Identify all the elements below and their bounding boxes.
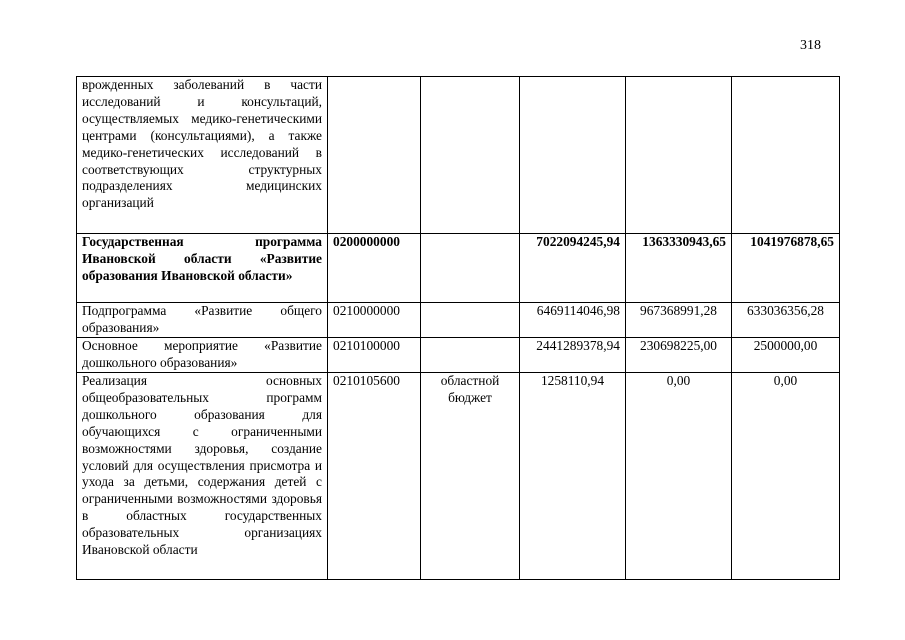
table-row-state-program: [77, 234, 840, 303]
row-year1-cell: 2441289378,94: [520, 338, 626, 373]
row-name: Основное мероприятие «Развитие дошкольного образования»: [82, 338, 322, 370]
row-source-cell: областной бюджет: [421, 373, 520, 580]
row-code-cell: 0210105600: [328, 373, 421, 580]
row-year3-cell: 1041976878,65: [732, 234, 840, 303]
row-code-cell: 0210100000: [328, 338, 421, 373]
row-year1-cell: 6469114046,98: [520, 303, 626, 338]
row-year3-cell: 633036356,28: [732, 303, 840, 338]
table-row-subprogram: [77, 303, 840, 338]
row-name: Подпрограмма «Развитие общего образования»: [82, 303, 322, 335]
row-name: Государственная программа Ивановской области «Развитие образования Ивановской области»: [82, 234, 322, 283]
table-row-main-measure: [77, 338, 840, 373]
row-name-cell: [77, 303, 328, 338]
row-year1-cell: [520, 77, 626, 234]
row-name-cell: [77, 373, 328, 580]
row-year2-cell: 230698225,00: [626, 338, 732, 373]
row-source-cell: [421, 338, 520, 373]
row-name-cell: [77, 338, 328, 373]
row-source-cell: [421, 303, 520, 338]
row-name-cell: [77, 77, 328, 234]
table-row-continuation: [77, 77, 840, 234]
budget-table: [76, 76, 840, 580]
row-year3-cell: 2500000,00: [732, 338, 840, 373]
row-code-cell: 0200000000: [328, 234, 421, 303]
row-year2-cell: [626, 77, 732, 234]
row-name-cell: [77, 234, 328, 303]
row-name: Реализация основных общеобразовательных программ дошкольного образования для обучающихся с ограниченными возможностями здоровья, создание условий для осуществления присмотра и ухода за детьми, содержания детей с ограниченными возможностями здоровья в областных государственных образовательных организациях Ивановской области: [82, 373, 322, 558]
row-year2-cell: 0,00: [626, 373, 732, 580]
row-source-cell: [421, 234, 520, 303]
row-year1-cell: 1258110,94: [520, 373, 626, 580]
row-year1-cell: 7022094245,94: [520, 234, 626, 303]
row-source-cell: [421, 77, 520, 234]
row-year2-cell: 1363330943,65: [626, 234, 732, 303]
row-name: врожденных заболеваний в части исследований и консультаций, осуществляемых медико-генетическими центрами (консультациями), а также медико-генетических исследований в соответствующих структурных подразделениях медицинских организаций: [82, 77, 322, 211]
row-year2-cell: 967368991,28: [626, 303, 732, 338]
row-year3-cell: [732, 77, 840, 234]
row-code-cell: [328, 77, 421, 234]
page-number: 318: [800, 38, 821, 53]
row-code-cell: 0210000000: [328, 303, 421, 338]
table-row-implementation: [77, 373, 840, 580]
row-year3-cell: 0,00: [732, 373, 840, 580]
